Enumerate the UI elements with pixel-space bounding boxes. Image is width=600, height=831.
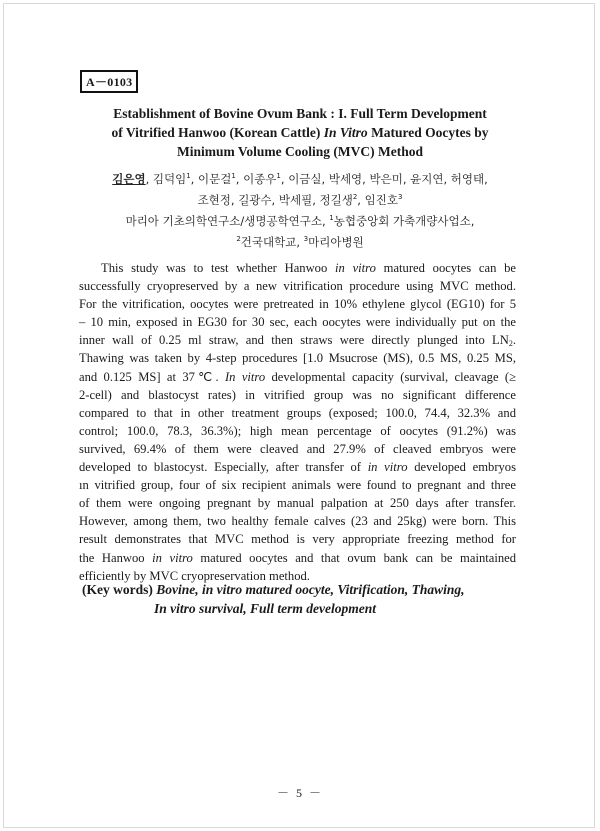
keywords-label: (Key words) xyxy=(82,582,157,597)
page-number: － 5 － xyxy=(276,786,323,800)
abstract-line: ın vitrified group, four of six recipient animals were found to pregnant and three xyxy=(79,478,516,493)
keywords-block xyxy=(82,580,522,618)
abstract-line: inner wall of 0.25 ml straw, and then straws were directly plunged into $LN_2$. xyxy=(79,333,516,349)
abstract-line: Thawing was taken by 4-step procedures [1.0 Msucrose (MS), 0.5 MS, 0.25 MS, xyxy=(79,351,516,366)
keywords-line-2: In vitro survival, Full term development xyxy=(154,601,376,616)
affiliation-line-1: 마리아 기초의학연구소/생명공학연구소, $^1$농협중앙회 가축개량사업소, xyxy=(125,214,475,228)
title-line-1: Establishment of Bovine Ovum Bank : I. Full Term Development xyxy=(113,106,487,121)
abstract-line: compared to that in other treatment groups (exposed; 100.0, 74.4, 32.3% and xyxy=(79,405,516,420)
abstract-code: A－0103 xyxy=(80,70,138,93)
abstract-line: – 10 min, exposed in EG30 for 30 sec, each oocytes were individually put on the xyxy=(79,315,516,330)
abstract-line: survived, 69.4% of them were cleaved and 27.9% of cleaved embryos were xyxy=(79,441,516,456)
abstract-line: and 0.125 MS] at 37℃. In vitro developmental capacity (survival, cleavage (≥ xyxy=(79,369,516,384)
abstract-line: efficiently by MVC cryopreservation method. xyxy=(79,568,310,583)
keywords-text: Bovine, in vitro matured oocyte, Vitrification, Thawing, xyxy=(156,582,465,597)
abstract-body xyxy=(79,259,516,585)
abstract-line: result demonstrates that MVC method is very appropriate freezing method for xyxy=(79,532,516,547)
title-line-3: Minimum Volume Cooling (MVC) Method xyxy=(177,144,423,159)
keywords-line-1 xyxy=(82,580,522,599)
abstract-line: For the vitrification, oocytes were pretreated in 10% ethylene glycol (EG10) for 5 xyxy=(79,297,516,312)
author-block xyxy=(60,169,540,253)
first-author: 김은영 xyxy=(112,172,146,186)
abstract-line: successfully cryopreserved by a new vitrification procedure using MVC method. xyxy=(79,279,516,294)
abstract-line: of them were ongoing pregnant by manual palpation at 250 days after transfer. xyxy=(79,496,516,511)
abstract-line: developed to blastocyst. Especially, after transfer of in vitro developed embryos xyxy=(79,460,517,475)
abstract-line: the Hanwoo in vitro matured oocytes and that ovum bank can be maintained xyxy=(79,550,517,565)
author-line-2: 조현정, 길광수, 박세필, 정길생$^2$, 임진호$^3$ xyxy=(197,193,403,207)
abstract-line: 2-cell) and blastocyst rates) in vitrified group was no significant difference xyxy=(79,387,516,402)
paper-title xyxy=(60,104,540,161)
abstract-line: This study was to test whether Hanwoo in vitro matured oocytes can be xyxy=(101,261,516,275)
affiliation-line-2: $^2$건국대학교, $^3$마리아병원 xyxy=(236,235,364,249)
abstract-line: control; 100.0, 78.3, 36.3%); high mean percentage of oocytes (91.2%) was xyxy=(79,423,516,438)
abstract-line: However, among them, two healthy female calves (23 and 25kg) were born. This xyxy=(79,514,516,529)
title-line-2: of Vitrified Hanwoo (Korean Cattle) In Vitro Matured Oocytes by xyxy=(111,125,489,140)
author-line-1: 김은영, 김덕임$^1$, 이문걸$^1$, 이종우$^1$, 이금실, 박세영, 박은미, 윤지연, 허영태, xyxy=(112,172,488,186)
